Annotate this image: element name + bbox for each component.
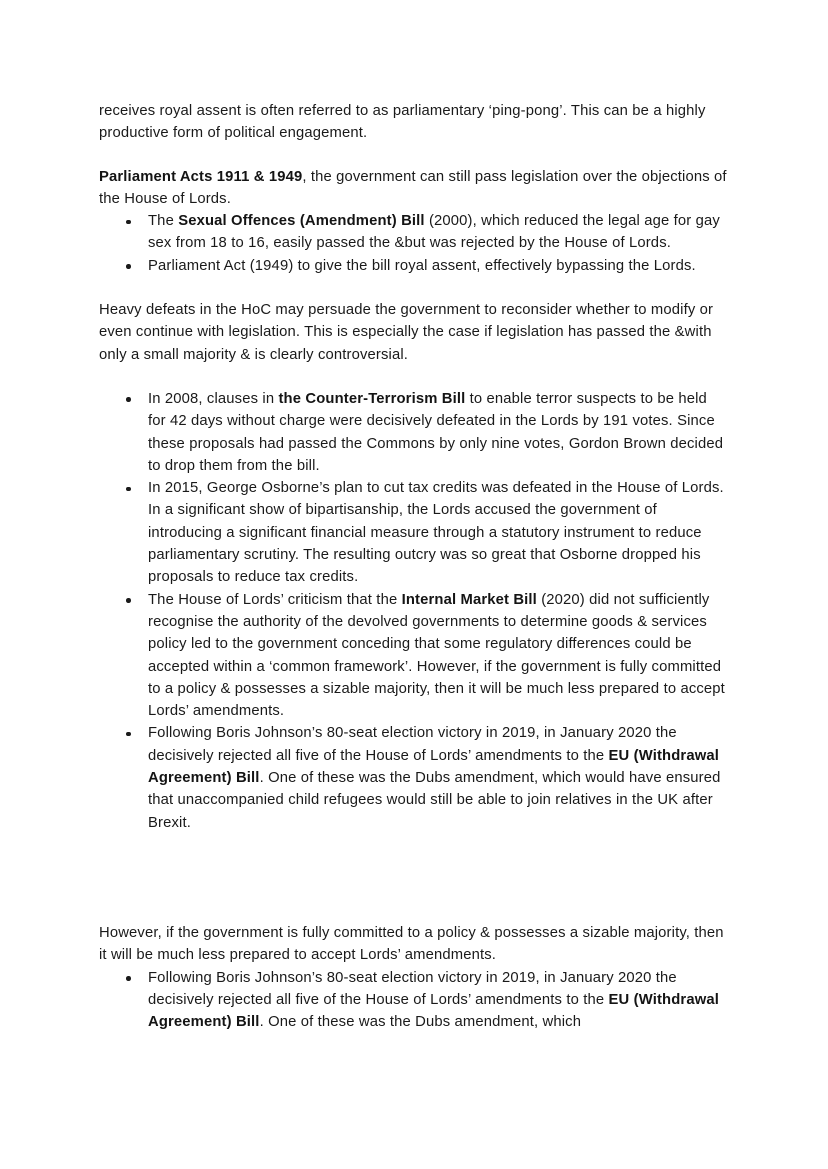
bullet-icon <box>126 598 131 603</box>
text-run: , the government can still pass legislation over the objections of the House of Lords. <box>99 168 727 207</box>
text-run: In 2008, clauses in <box>148 390 279 407</box>
para-however-committed <box>99 922 728 967</box>
text-run: receives royal assent is often referred to as parliamentary ‘ping-pong’. This can be a highly productive form of political engagement. <box>99 103 706 142</box>
bullet-icon <box>126 220 131 225</box>
text-run: (2020) did not sufficiently recognise the authority of the devolved governments to determine goods & services policy led to the government conceding that some regulatory differences could be accepted within a ‘common framework’. However, if the government is fully committed to a policy & possesses a sizable majority, then it will be much less prepared to accept Lords’ amendments. <box>148 591 725 720</box>
text-run: . One of these was the Dubs amendment, which would have ensured that unaccompanied child refugees would still be able to join relatives in the UK after Brexit. <box>148 770 721 831</box>
bullet-eu-withdrawal-bill-repeat <box>99 967 728 1034</box>
bullet-sexual-offences-bill <box>99 210 728 255</box>
spacer-3 <box>99 366 728 388</box>
spacer-1 <box>99 145 728 166</box>
para-heavy-defeats <box>99 299 728 366</box>
list-eu-withdrawal-repeat <box>99 967 728 1034</box>
bullet-parliament-act-1949 <box>99 255 728 277</box>
text-run: (2000), which reduced the legal age for gay sex from 18 to 16, easily passed the &but was rejected by the House of Lords. <box>148 213 720 252</box>
bullet-tax-credits-2015 <box>99 477 728 588</box>
bullet-icon <box>126 732 131 737</box>
text-run: Following Boris Johnson’s 80-seat election victory in 2019, in January 2020 the decisively rejected all five of the House of Lords’ amendments to the <box>148 725 677 764</box>
text-run: to enable terror suspects to be held for 42 days without charge were decisively defeated in the Lords by 191 votes. Since these proposals had passed the Commons by only nine votes, Gordon Brown decided to drop them from the bill. <box>148 390 724 474</box>
bullet-eu-withdrawal-bill <box>99 722 728 833</box>
bullet-icon <box>126 487 131 492</box>
bullet-icon <box>126 397 131 402</box>
list-parliament-acts <box>99 210 728 277</box>
text-run: However, if the government is fully committed to a policy & possesses a sizable majority, then it will be much less prepared to accept Lords’ amendments. <box>99 924 724 964</box>
text-run: In 2015, George Osborne’s plan to cut tax credits was defeated in the House of Lords. In a significant show of bipartisanship, the Lords accused the government of introducing a significant financial measure through a statutory instrument to reduce parliamentary scrutiny. The resulting outcry was so great that Osborne dropped his proposals to reduce tax credits. <box>148 480 724 586</box>
text-run: . One of these was the Dubs amendment, which <box>259 1014 582 1031</box>
bold-run: EU (Withdrawal Agreement) Bill <box>148 991 719 1031</box>
bullet-icon <box>126 264 131 269</box>
para-parliament-acts <box>99 166 728 211</box>
bullet-icon <box>126 976 131 981</box>
bold-run: the Counter-Terrorism Bill <box>278 390 466 407</box>
bullet-internal-market-bill <box>99 589 728 723</box>
spacer-2 <box>99 277 728 299</box>
spacer-4 <box>99 834 728 922</box>
bold-run: Sexual Offences (Amendment) Bill <box>178 213 425 230</box>
bold-run: Parliament Acts 1911 & 1949 <box>99 168 303 185</box>
list-lords-defeats <box>99 388 728 834</box>
text-run: Heavy defeats in the HoC may persuade the government to reconsider whether to modify or even continue with legislation. This is especially the case if legislation has passed the &with only a small majority & is clearly controversial. <box>99 302 714 363</box>
bold-run: Internal Market Bill <box>401 591 537 608</box>
text-run: Parliament Act (1949) to give the bill royal assent, effectively bypassing the Lords. <box>148 257 696 274</box>
document-body <box>99 100 728 1033</box>
para-ping-pong <box>99 100 728 145</box>
bold-run: EU (Withdrawal Agreement) Bill <box>148 747 719 787</box>
text-run: Following Boris Johnson’s 80-seat election victory in 2019, in January 2020 the decisively rejected all five of the House of Lords’ amendments to the <box>148 969 677 1008</box>
text-run: The House of Lords’ criticism that the <box>148 591 402 608</box>
bullet-counter-terrorism-bill <box>99 388 728 477</box>
text-run: The <box>148 213 179 230</box>
